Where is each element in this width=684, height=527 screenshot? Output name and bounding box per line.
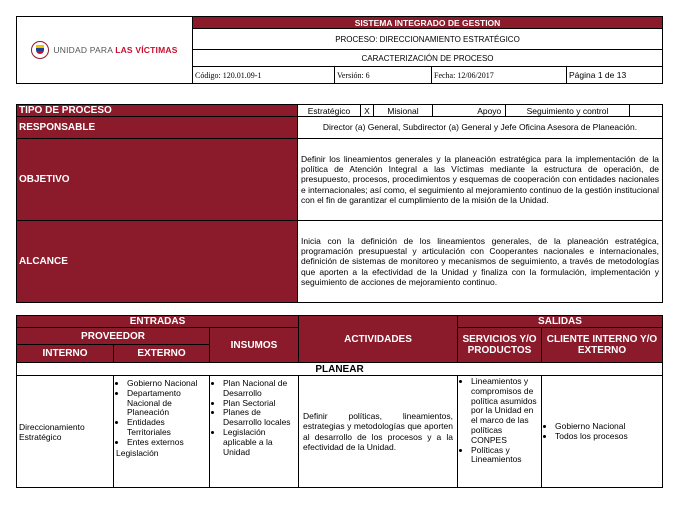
tipo-option-apoyo: Apoyo xyxy=(474,105,506,117)
characterization-title: CARACTERIZACIÓN DE PROCESO xyxy=(193,50,663,67)
list-item: • Entidades Territoriales xyxy=(127,418,207,438)
process-line: PROCESO: DIRECCIONAMIENTO ESTRATÉGICO xyxy=(193,29,663,50)
insumos-cell xyxy=(210,376,299,488)
list-item: • Entes externos xyxy=(127,438,207,448)
doc-version: Versión: 6 xyxy=(335,67,432,84)
list-item: • Lineamientos y compromisos de política asumidos por la Unidad en el marco de las políticas CONPES xyxy=(471,377,539,446)
list-item: • Legislación aplicable a la Unidad xyxy=(223,428,296,457)
alcance-label: ALCANCE xyxy=(17,221,298,303)
list-item: • Plan Sectorial xyxy=(223,399,296,409)
insumos-header: INSUMOS xyxy=(210,328,299,363)
list-item: • Departamento Nacional de Planeación xyxy=(127,389,207,418)
list-item: • Todos los procesos xyxy=(555,432,660,442)
servicios-header: SERVICIOS Y/O PRODUCTOS xyxy=(458,328,542,363)
tipo-option-seguimiento: Seguimiento y control xyxy=(506,105,630,117)
interno-cell: Direccionamiento Estratégico xyxy=(17,376,114,488)
externo-tail: Legislación xyxy=(116,447,159,458)
objetivo-value: Definir los lineamientos generales y la planeación estratégica para la implementación de la política de Atención Integral a las Víctimas mediante la estructura de operación, de presupuesto, procesos, procedimientos y esquemas de cooperación con entidades nacionales e internacionales; así como, el seguimiento al mejoramiento continuo de la gestión institucional con el fin de garantizar el cumplimiento de la misión de la Unidad. xyxy=(298,139,663,221)
responsable-label: RESPONSABLE xyxy=(17,117,298,139)
tipo-option-misional: Misional xyxy=(374,105,433,117)
system-title: SISTEMA INTEGRADO DE GESTION xyxy=(193,17,663,29)
list-item: • Gobierno Nacional xyxy=(127,379,207,389)
list-item: • Políticas y Lineamientos xyxy=(471,446,539,466)
actividades-header: ACTIVIDADES xyxy=(299,316,458,363)
entradas-header: ENTRADAS xyxy=(17,316,299,328)
alcance-value: Inicia con la definición de los lineamientos generales, de la planeación estratégica, programación presupuestal y articulación con Cooperantes nacionales e internacionales, definición de sistemas de monitoreo y mecanismos de seguimiento, a través de metodologías que aporten a la efectividad de la Unidad y finaliza con la formulación, implementación y seguimiento de acciones de mejoramiento continuo. xyxy=(298,221,663,303)
cliente-header: CLIENTE INTERNO Y/O EXTERNO xyxy=(542,328,663,363)
salidas-header: SALIDAS xyxy=(458,316,663,328)
cliente-cell xyxy=(542,376,663,488)
externo-header: EXTERNO xyxy=(114,345,210,363)
tipo-option-estrategico: Estratégico xyxy=(298,105,361,117)
logo-cell xyxy=(17,17,193,84)
tipo-option-seguimiento-box xyxy=(630,105,663,117)
responsable-value: Director (a) General, Subdirector (a) General y Jefe Oficina Asesora de Planeación. xyxy=(298,117,663,139)
doc-date: Fecha: 12/06/2017 xyxy=(432,67,567,84)
document-header xyxy=(16,16,663,84)
interno-header: INTERNO xyxy=(17,345,114,363)
doc-code: Código: 120.01.09-1 xyxy=(193,67,335,84)
list-item: • Planes de Desarrollo locales xyxy=(223,408,296,428)
page-number: Página 1 de 13 xyxy=(567,67,663,84)
actividad-cell: Definir políticas, lineamientos, estrategias y metodologías que aporten al desarrollo de los procesos y a la efectividad de la Unidad. xyxy=(299,376,458,488)
phase-planear: PLANEAR xyxy=(17,363,663,376)
inputs-outputs-table xyxy=(16,315,663,488)
tipo-option-mark: X xyxy=(361,105,374,117)
externo-cell xyxy=(114,376,210,488)
objetivo-label: OBJETIVO xyxy=(17,139,298,221)
list-item: • Gobierno Nacional xyxy=(555,422,660,432)
unidad-victimas-logo xyxy=(19,41,190,59)
list-item: • Plan Nacional de Desarrollo xyxy=(223,379,296,399)
proveedor-header: PROVEEDOR xyxy=(17,328,210,345)
tipo-option-misional-box xyxy=(433,105,474,117)
tipo-proceso-label: TIPO DE PROCESO xyxy=(17,105,298,117)
process-info-table xyxy=(16,104,663,303)
logo-text: UNIDAD PARA LAS VÍCTIMAS xyxy=(53,45,178,55)
servicios-cell xyxy=(458,376,542,488)
coat-of-arms-icon xyxy=(31,41,49,59)
